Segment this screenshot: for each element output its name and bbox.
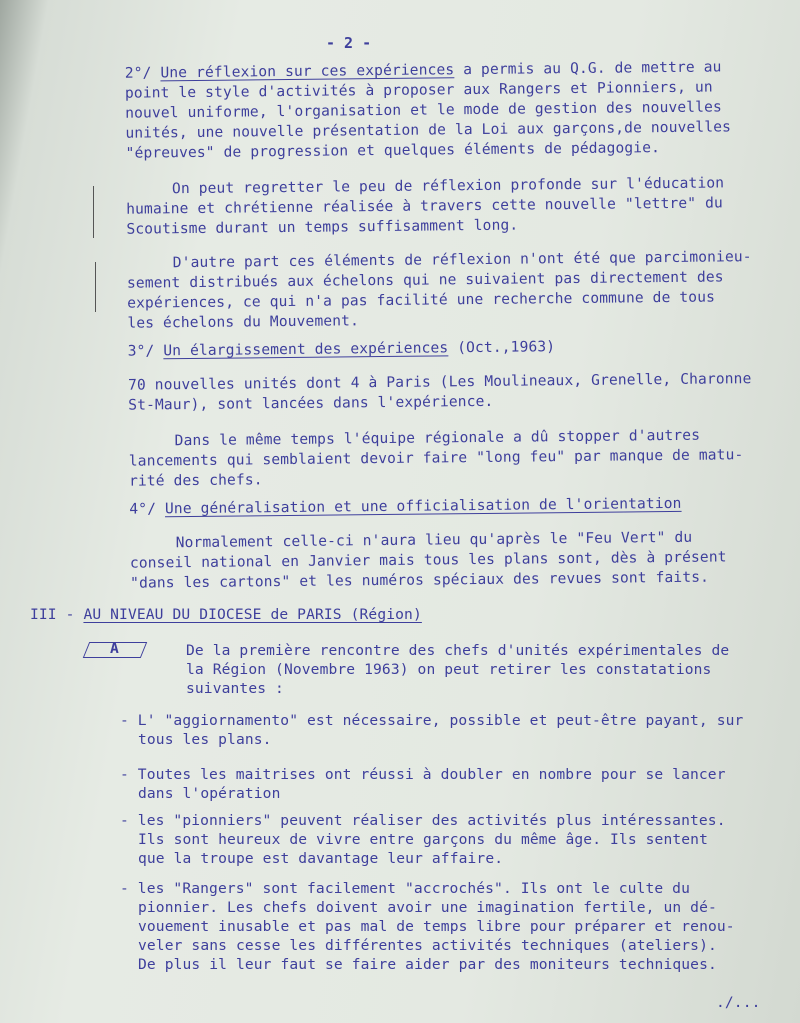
bullet-1-line-1: - L' "aggiornamento" est nécessaire, possible et peut-être payant, sur (120, 712, 744, 729)
bullet-4-line-4: veler sans cesse les différentes activités techniques (ateliers). (138, 937, 717, 954)
bullet-3-line-3: que la troupe est davantage leur affaire. (138, 850, 504, 867)
page-number: - 2 - (326, 34, 372, 52)
margin-bracket-mark (93, 186, 94, 238)
continuation-mark: ./... (716, 994, 761, 1011)
section-3-para-2-line-2: lancements qui semblaient devoir faire "long feu" par manque de matu- (128, 446, 744, 470)
section-3-para-2-line-1: Dans le même temps l'équipe régionale a dû stopper d'autres (174, 426, 701, 450)
section-4-heading-line (129, 495, 681, 519)
bullet-2-line-2: dans l'opération (138, 785, 281, 802)
section-4-para-1-line-2: conseil national en Janvier mais tous les plans sont, dès à présent (129, 548, 727, 572)
section-3-heading-date: (Oct.,1963) (457, 338, 556, 357)
section-iii-intro-line-3: suivantes : (186, 680, 284, 697)
section-2-para-2-line-2: humaine et chrétienne réalisée à travers cette nouvelle "lettre" du (126, 194, 723, 218)
section-2-para-3-line-1: D'autre part ces éléments de réflexion n'ont été que parcimonieu- (172, 248, 752, 272)
section-2-para-2-line-3: Scoutisme durant un temps suffisamment long. (126, 216, 519, 238)
section-4-number: 4°/ (129, 500, 157, 518)
section-2-line-1-rest: a permis au Q.G. de mettre au (463, 58, 722, 79)
bullet-4-line-3: vouement inusable et pas mal de temps libre pour préparer et renou- (138, 918, 735, 935)
section-3-para-1-line-1: 70 nouvelles unités dont 4 à Paris (Les Moulineaux, Grenelle, Charonne (127, 370, 752, 394)
section-3-para-2-line-3: rité des chefs. (128, 471, 263, 490)
section-2-heading: Une réflexion sur ces expériences (160, 61, 455, 82)
section-2-line-4: unités, une nouvelle présentation de la Loi aux garçons,de nouvelles (125, 118, 732, 142)
section-2-line-2: point le style d'activités à proposer aux Rangers et Pionniers, un (124, 78, 713, 102)
section-2-line-3: nouvel uniforme, l'organisation et le mode de gestion des nouvelles (125, 98, 722, 122)
section-2-para-3-line-2: sement distribués aux échelons qui ne suivaient pas directement des (126, 268, 724, 292)
section-3-number: 3°/ (127, 342, 155, 360)
section-3-heading-line (128, 338, 556, 360)
bullet-4-line-2: pionnier. Les chefs doivent avoir une imagination fertile, un dé- (138, 899, 717, 916)
section-2-para-3-line-4: les échelons du Mouvement. (127, 312, 360, 332)
section-3-para-1-line-2: St-Maur), sont lancées dans l'expérience. (128, 392, 494, 414)
bullet-4-line-5: De plus il leur faut se faire aider par des moniteurs techniques. (138, 956, 717, 973)
section-iii-intro-line-2: la Région (Novembre 1963) on peut retirer les constatations (186, 661, 712, 678)
margin-bracket-mark (95, 262, 96, 312)
subsection-box-label: A (110, 640, 119, 657)
section-2-line-5: "épreuves" de progression et quelques éléments de pédagogie. (125, 139, 661, 162)
bullet-4-line-1: - les "Rangers" sont facilement "accrochés". Ils ont le culte du (120, 880, 690, 897)
section-4-para-1-line-1: Normalement celle-ci n'aura lieu qu'après le "Feu Vert" du (175, 528, 693, 552)
section-iii-intro-line-1: De la première rencontre des chefs d'unités expérimentales de (186, 642, 730, 659)
section-2-number: 2°/ (124, 64, 152, 82)
section-2-para-2-line-1: On peut regretter le peu de réflexion profonde sur l'éducation (171, 174, 725, 198)
bullet-3-line-1: - les "pionniers" peuvent réaliser des activités plus intéressantes. (120, 812, 726, 829)
section-iii-heading-line (30, 606, 422, 624)
bullet-1-line-2: tous les plans. (138, 731, 272, 748)
section-iii-number: III - (30, 606, 75, 623)
section-2-para-3-line-3: expériences, ce qui n'a pas facilité une recherche commune de tous (127, 288, 716, 312)
bullet-3-line-2: Ils sont heureux de vivre entre garçons du même âge. Ils sentent (138, 831, 708, 848)
section-4-para-1-line-3: "dans les cartons" et les numéros spéciaux des revues sont faits. (130, 568, 710, 592)
section-iii-heading: AU NIVEAU DU DIOCESE de PARIS (Région) (83, 606, 422, 623)
section-3-heading: Un élargissement des expériences (163, 339, 449, 360)
bullet-2-line-1: - Toutes les maitrises ont réussi à doubler en nombre pour se lancer (120, 766, 726, 783)
section-4-heading: Une généralisation et une officialisation de l'orientation (164, 494, 682, 518)
